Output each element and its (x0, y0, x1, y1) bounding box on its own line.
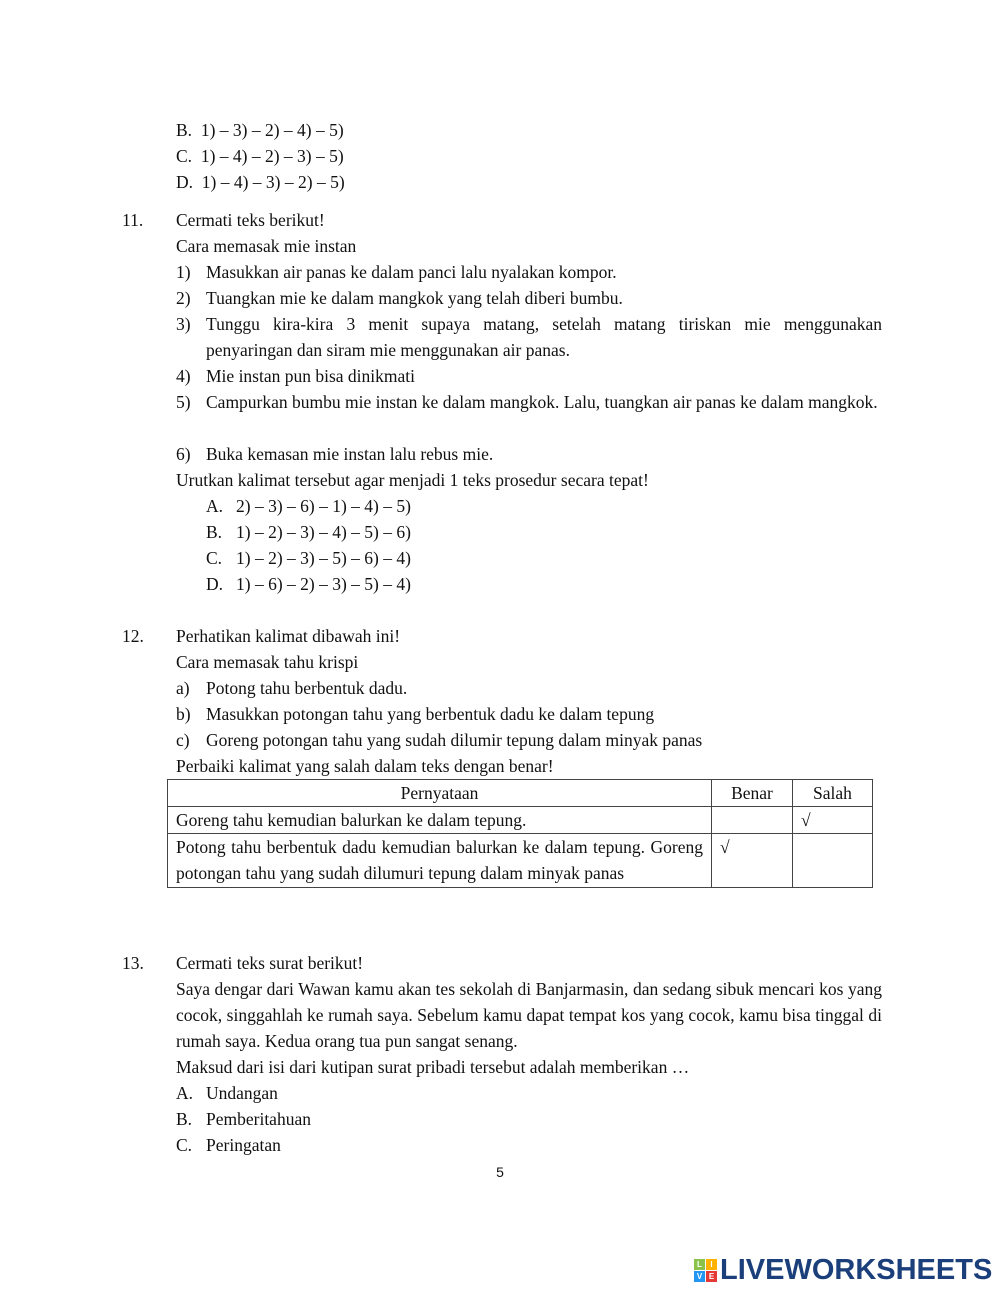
q11-step-marker: 5) (176, 392, 191, 412)
logo-text: LIVEWORKSHEETS (720, 1254, 993, 1286)
q13-option: Pemberitahuan (206, 1109, 311, 1129)
q11-option-marker: A. (206, 496, 224, 516)
statement-cell: Goreng tahu kemudian balurkan ke dalam tepung. (168, 807, 712, 834)
q11-step: Tunggu kira-kira 3 menit supaya matang, setelah matang tiriskan mie menggunakan penyaringan dan siram mie menggunakan air panas. (206, 314, 882, 360)
q11-step-marker: 3) (176, 314, 191, 334)
q12-intro: Perhatikan kalimat dibawah ini! (176, 626, 401, 646)
q11-title: Cara memasak mie instan (176, 236, 357, 256)
q13-option-marker: B. (176, 1109, 193, 1129)
q10-option-d: D. 1) – 4) – 3) – 2) – 5) (176, 172, 345, 192)
logo-letter: L (694, 1259, 705, 1270)
q11-question: Urutkan kalimat tersebut agar menjadi 1 teks prosedur secara tepat! (176, 470, 649, 490)
logo-letter: V (694, 1271, 705, 1282)
q12-step: Potong tahu berbentuk dadu. (206, 678, 408, 698)
q13-letter: Saya dengar dari Wawan kamu akan tes sekolah di Banjarmasin, dan sedang sibuk mencari kos yang cocok, singgahlah ke rumah saya. Sebelum kamu dapat tempat kos yang cocok, kamu bisa tinggal di rumah saya. Kedua orang tua pun sangat senang. (176, 979, 882, 1051)
q11-number: 11. (122, 210, 144, 230)
q13-question: Maksud dari isi dari kutipan surat pribadi tersebut adalah memberikan … (176, 1057, 690, 1077)
statement-cell: Potong tahu berbentuk dadu kemudian balurkan ke dalam tepung. Goreng potongan tahu yang sudah dilumuri tepung dalam minyak panas (168, 834, 712, 888)
q11-option: 1) – 2) – 3) – 5) – 6) – 4) (236, 548, 411, 568)
q11-step: Campurkan bumbu mie instan ke dalam mangkok. Lalu, tuangkan air panas ke dalam mangkok. (206, 392, 878, 412)
header-pernyataan: Pernyataan (168, 780, 712, 807)
q11-option-marker: C. (206, 548, 223, 568)
q11-step: Tuangkan mie ke dalam mangkok yang telah diberi bumbu. (206, 288, 623, 308)
q12-step: Masukkan potongan tahu yang berbentuk dadu ke dalam tepung (206, 704, 655, 724)
q11-intro: Cermati teks berikut! (176, 210, 325, 230)
q11-option-marker: B. (206, 522, 223, 542)
q11-step-marker: 6) (176, 444, 191, 464)
q12-number: 12. (122, 626, 144, 646)
q11-option: 1) – 6) – 2) – 3) – 5) – 4) (236, 574, 411, 594)
q13-option-marker: A. (176, 1083, 194, 1103)
q13-intro: Cermati teks surat berikut! (176, 953, 364, 973)
table-row (168, 834, 873, 888)
q12-step-marker: b) (176, 704, 191, 724)
q11-step: Masukkan air panas ke dalam panci lalu nyalakan kompor. (206, 262, 617, 282)
answer-table (167, 779, 873, 888)
q11-step-marker: 1) (176, 262, 191, 282)
q11-step: Buka kemasan mie instan lalu rebus mie. (206, 444, 494, 464)
q13-option: Undangan (206, 1083, 278, 1103)
page-number: 5 (496, 1164, 504, 1180)
header-benar: Benar (712, 780, 793, 807)
q11-option-marker: D. (206, 574, 224, 594)
q13-option: Peringatan (206, 1135, 281, 1155)
q11-option: 1) – 2) – 3) – 4) – 5) – 6) (236, 522, 411, 542)
q13-number: 13. (122, 953, 144, 973)
q12-step: Goreng potongan tahu yang sudah dilumir tepung dalam minyak panas (206, 730, 703, 750)
live-icon (694, 1259, 717, 1282)
table-row (168, 807, 873, 834)
salah-cell[interactable] (793, 834, 873, 888)
q12-question: Perbaiki kalimat yang salah dalam teks dengan benar! (176, 756, 554, 776)
q11-step: Mie instan pun bisa dinikmati (206, 366, 416, 386)
liveworksheets-logo (694, 1254, 992, 1287)
benar-cell[interactable]: √ (712, 834, 793, 888)
header-salah: Salah (793, 780, 873, 807)
q11-step-marker: 2) (176, 288, 191, 308)
logo-letter: E (706, 1271, 717, 1282)
q11-step-marker: 4) (176, 366, 191, 386)
q12-step-marker: a) (176, 678, 190, 698)
q11-option: 2) – 3) – 6) – 1) – 4) – 5) (236, 496, 411, 516)
salah-cell[interactable]: √ (793, 807, 873, 834)
q10-option-b: B. 1) – 3) – 2) – 4) – 5) (176, 120, 344, 140)
q12-step-marker: c) (176, 730, 190, 750)
q12-title: Cara memasak tahu krispi (176, 652, 359, 672)
q13-option-marker: C. (176, 1135, 193, 1155)
benar-cell[interactable] (712, 807, 793, 834)
logo-letter: I (706, 1259, 717, 1270)
q10-option-c: C. 1) – 4) – 2) – 3) – 5) (176, 146, 344, 166)
